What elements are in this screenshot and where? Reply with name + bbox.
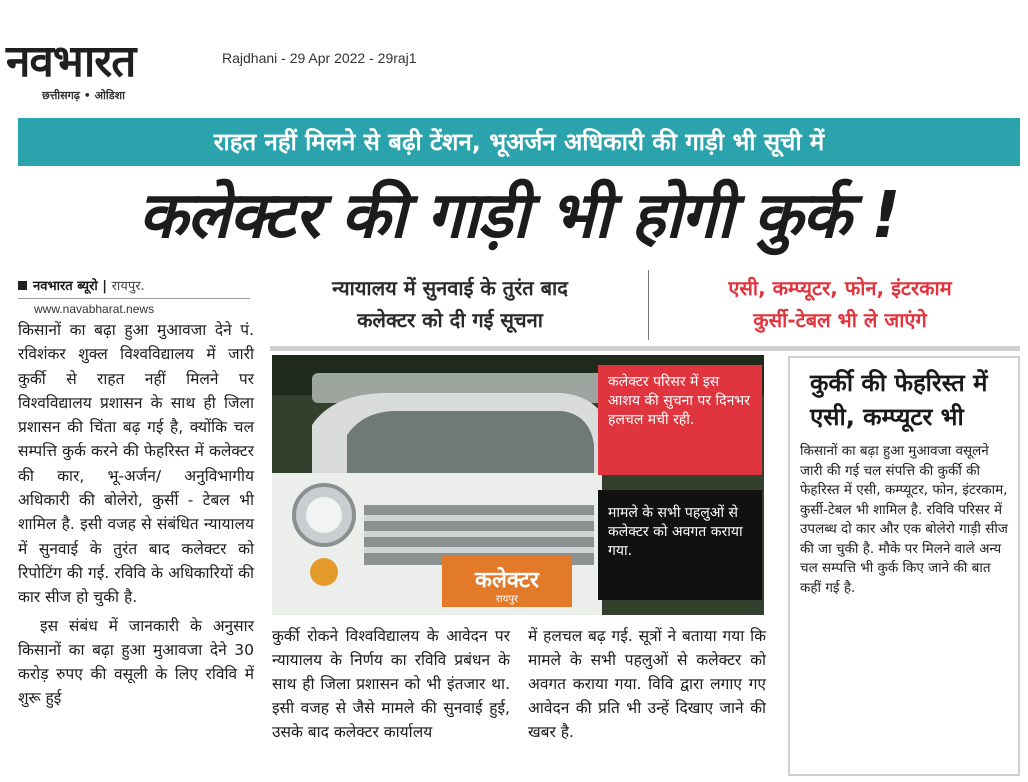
sidebar-body: किसानों का बढ़ा हुआ मुआवजा वसूलने जारी की गई चल संपत्ति की कुर्की की फेहरिस्त में एसी, कम्प्यूटर, फोन, इंटरकाम, कुर्सी-टेबल भी शामिल है. रविवि परिसर में उपलब्ध दो कार और एक बोलेरो गाड़ी सीज की जा चुकी है. मौके पर मिलने वाले अन्य चल सम्पत्ति भी कुर्क किए जाने की बात कहीं गई है.: [800, 443, 1008, 596]
article-paragraph: इस संबंध में जानकारी के अनुसार किसानों का बढ़ा हुआ मुआवजा देने 30 करोड़ रुपए की वसूली के लिए रविवि में शुरू हुई: [18, 616, 254, 708]
article-paragraph: किसानों का बढ़ा हुआ मुआवजा देने पं. रविशंकर शुक्ल विश्वविद्यालय में जारी कुर्की से राहत नहीं मिलने पर विश्वविद्यालय प्रशासन के साथ ही जिला प्रशासन की चिंता बढ़ गई है, क्योंकि चल सम्पत्ति कुर्क करने की फेहरिस्त में कलेक्टर की कार, भू-अर्जन/ अनुविभागीय अधिकारी की बोलेरो, कुर्सी - टेबल भी शामिल है. इसी वजह से संबंधित न्यायालय में सुनवाई के तुरंत बाद कलेक्टर को रिपोटिंग की गई. रविवि के अधिकारियों की कार सीज हो चुकी है.: [18, 321, 254, 607]
edition-regions: छत्तीसगढ़ • ओडिशा: [42, 89, 125, 102]
article-column-2: कुर्की रोकने विश्वविद्यालय के आवेदन पर न्यायालय के निर्णय का रविवि प्रबंधन के साथ ही जिला प्रशासन को भी इंतजार था. इसी वजह से जैसे मामले की सुनवाई हुई, उसके बाद कलेक्टर कार्यालय: [272, 627, 510, 741]
subheadline-right-line2: कुर्सी-टेबल भी ले जाएंगे: [753, 308, 927, 332]
website-url[interactable]: www.navabharat.news: [34, 302, 155, 316]
byline-divider: [18, 298, 250, 299]
article-column-1: [18, 318, 254, 715]
sidebar-headline: कुर्की की फेहरिस्त में एसी, कम्प्यूटर भी: [810, 369, 988, 431]
main-headline: कलेक्टर की गाड़ी भी होगी कुर्क !: [138, 179, 900, 253]
byline: नवभारत ब्यूरो | रायपुर.: [18, 276, 258, 294]
nameplate-label: कलेक्टर: [475, 568, 539, 593]
deck-divider: [648, 270, 649, 340]
subheadline-right: [660, 272, 1020, 336]
dateline: Rajdhani - 29 Apr 2022 - 29raj1: [222, 50, 417, 66]
sidebar-box: [788, 356, 1020, 776]
byline-city: रायपुर.: [111, 279, 145, 294]
deck-rule: [270, 346, 1020, 351]
photo-caption-black: मामले के सभी पहलुओं से कलेक्टर को अवगत कराया गया.: [598, 490, 762, 600]
byline-square-icon: [18, 281, 27, 290]
subheadline-right-line1: एसी, कम्प्यूटर, फोन, इंटरकाम: [728, 276, 952, 300]
subheadline-middle: [270, 272, 630, 336]
nameplate-city: रायपुर: [495, 594, 519, 605]
subheadline-middle-line1: न्यायालय में सुनवाई के तुरंत बाद: [332, 276, 568, 300]
kicker-banner: राहत नहीं मिलने से बढ़ी टेंशन, भूअर्जन अधिकारी की गाड़ी भी सूची में: [18, 118, 1020, 166]
photo-caption-red: कलेक्टर परिसर में इस आशय की सुचना पर दिनभर हलचल मची रही.: [598, 365, 762, 475]
masthead: [6, 36, 206, 110]
byline-bureau: नवभारत ब्यूरो: [33, 279, 98, 294]
newspaper-logo: नवभारत: [6, 36, 136, 87]
subheadline-middle-line2: कलेक्टर को दी गई सूचना: [357, 308, 543, 332]
article-column-3: में हलचल बढ़ गई. सूत्रों ने बताया गया कि मामले के सभी पहलुओं से कलेक्टर को अवगत कराया गया. विवि द्वारा लगाए गए आवेदन की प्रति भी उन्हें दिखाए जाने की खबर है.: [528, 627, 766, 741]
